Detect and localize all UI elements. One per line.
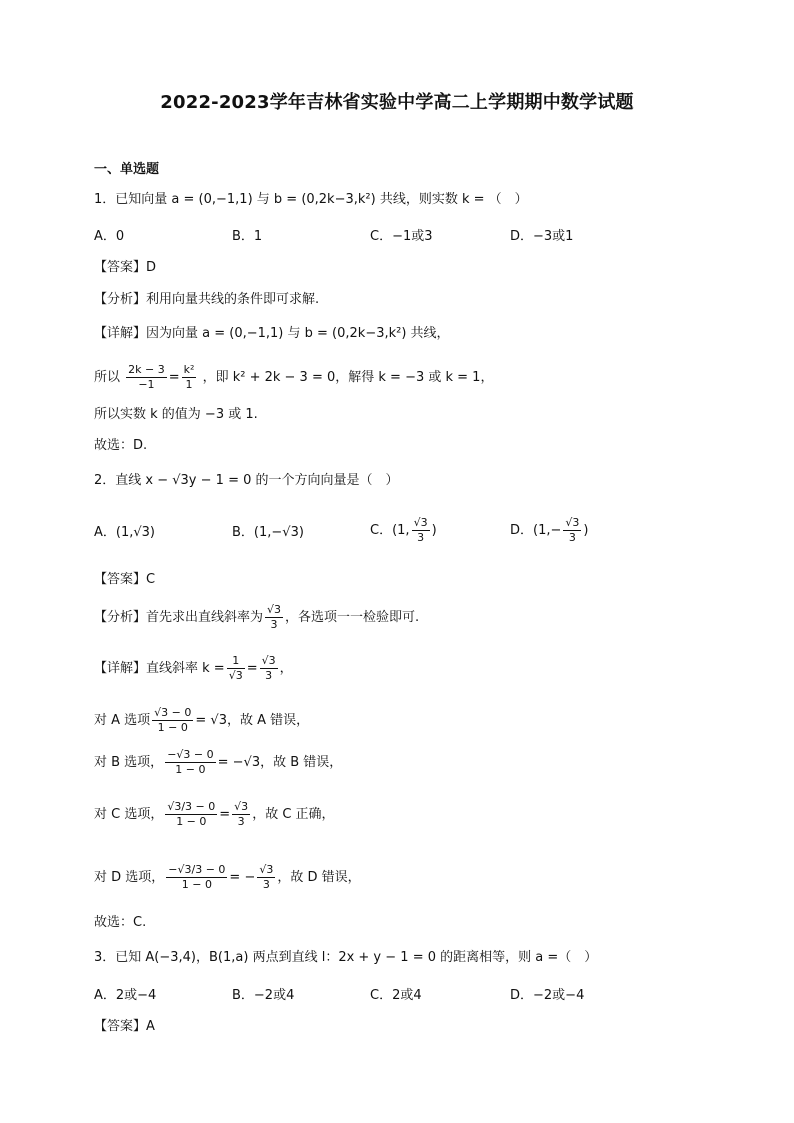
q3-option-c: C．2或4 (370, 988, 422, 1003)
q2-check-c-result-numerator: √3 (234, 800, 249, 813)
q2-analysis-suffix: ，各选项一一检验即可. (285, 610, 420, 625)
q2-check-b (94, 745, 342, 781)
q2-detail-fraction-1-denominator: √3 (228, 669, 243, 682)
q2-option-c-left: (1, (392, 523, 410, 538)
q1-conclusion: 故选：D. (94, 438, 148, 453)
q2-option-c-label: C． (370, 523, 393, 538)
q2-check-b-prefix: 对 B 选项， (94, 755, 164, 770)
q3-option-b: B．−2或4 (232, 988, 295, 1003)
q2-check-d-numerator: −√3/3 − 0 (168, 863, 226, 876)
q2-check-a-prefix: 对 A 选项 (94, 713, 151, 728)
q1-detail-3: 所以实数 k 的值为 −3 或 1. (94, 407, 258, 422)
q1-stem: 1．已知向量 a = (0,−1,1) 与 b = (0,2k−3,k²) 共线，则实数 k = （ ） (94, 192, 528, 207)
q2-option-a: A．(1,√3) (94, 525, 155, 540)
q2-check-c-denominator: 1 − 0 (176, 815, 207, 828)
q2-option-d-numerator: √3 (565, 516, 580, 529)
q2-analysis-numerator: √3 (267, 603, 282, 616)
q2-check-d-mid: = − (229, 870, 256, 885)
q2-check-d-result-denominator: 3 (262, 878, 270, 891)
q1-fraction-1-denominator: −1 (138, 378, 155, 391)
q3-option-a: A．2或−4 (94, 988, 157, 1003)
q1-analysis: 【分析】利用向量共线的条件即可求解. (94, 292, 320, 307)
q2-detail: 【详解】直线斜率 k = $\frac{1}{√3}$ = $\frac{√3}{3}$ ， (94, 654, 293, 682)
q1-option-b: B．1 (232, 229, 263, 244)
section-heading: 一、单选题 (94, 162, 160, 177)
q1-fraction-1-numerator: 2k − 3 (128, 363, 165, 376)
q2-check-a-numerator: √3 − 0 (154, 706, 192, 719)
q2-option-b: B．(1,−√3) (232, 525, 304, 540)
q1-option-a: A．0 (94, 229, 125, 244)
q2-check-b-numerator: −√3 − 0 (167, 748, 214, 761)
q2-answer: 【答案】C (94, 572, 156, 587)
q3-stem: 3．已知 A(−3,4)，B(1,a) 两点到直线 l：2x + y − 1 = 0 的距离相等，则 a =（ ） (94, 950, 598, 965)
q2-check-d (94, 858, 361, 898)
q1-fraction-2-denominator: 1 (185, 378, 193, 391)
q2-check-c-result-fraction (232, 800, 250, 829)
q2-detail-fraction-2-numerator: √3 (261, 654, 276, 667)
q1-fraction-2-numerator: k² (183, 363, 195, 376)
q2-check-d-result-fraction (257, 863, 275, 892)
q2-check-b-denominator: 1 − 0 (175, 763, 206, 776)
q2-stem: 2．直线 x − √3y − 1 = 0 的一个方向向量是（ ） (94, 473, 399, 488)
q2-check-a-fraction (152, 706, 193, 735)
q2-check-d-suffix: ，故 D 错误， (277, 870, 361, 885)
q1-fraction-2 (182, 363, 197, 392)
q1-detail-2-prefix: 所以 (94, 370, 121, 385)
q2-detail-prefix: 【详解】直线斜率 k = (94, 661, 225, 676)
q1-detail-2-suffix: ，即 k² + 2k − 3 = 0，解得 k = −3 或 k = 1， (202, 370, 494, 385)
q2-option-c-denominator: 3 (417, 531, 425, 544)
q1-detail-1: 【详解】因为向量 a = (0,−1,1) 与 b = (0,2k−3,k²) 共线， (94, 326, 450, 341)
q1-option-d: D．−3或1 (510, 229, 574, 244)
q2-detail-fraction-1 (227, 654, 245, 683)
q2-check-a (94, 703, 309, 739)
q2-detail-suffix: ， (279, 661, 293, 676)
q2-option-c (370, 513, 437, 549)
q2-check-d-prefix: 对 D 选项， (94, 870, 165, 885)
q1-answer: 【答案】D (94, 260, 157, 275)
q2-option-d-label: D． (510, 523, 534, 538)
q2-option-d-left: (1,− (533, 523, 562, 538)
q2-check-c-fraction (165, 800, 217, 829)
q1-option-c: C．−1或3 (370, 229, 433, 244)
q2-check-c-result-denominator: 3 (237, 815, 245, 828)
q2-analysis-fraction (265, 603, 283, 632)
q2-detail-fraction-2 (260, 654, 278, 683)
q2-check-d-denominator: 1 − 0 (181, 878, 212, 891)
q2-option-d-fraction (563, 516, 581, 545)
q1-fraction-1 (126, 363, 167, 392)
q2-option-c-fraction (412, 516, 430, 545)
q2-detail-fraction-2-denominator: 3 (265, 669, 273, 682)
q2-analysis-prefix: 【分析】首先求出直线斜率为 (94, 610, 264, 625)
q3-answer: 【答案】A (94, 1019, 155, 1034)
q2-check-b-suffix: = −√3，故 B 错误， (217, 755, 343, 770)
q2-analysis-denominator: 3 (270, 618, 278, 631)
q3-option-d: D．−2或−4 (510, 988, 585, 1003)
q2-option-d-denominator: 3 (568, 531, 576, 544)
q2-option-c-right: ) (431, 523, 437, 538)
document-title: 2022-2023学年吉林省实验中学高二上学期期中数学试题 (160, 92, 634, 113)
q2-check-a-denominator: 1 − 0 (157, 721, 188, 734)
q2-check-a-suffix: = √3，故 A 错误， (195, 713, 310, 728)
q1-detail-2: 所以 $\frac{2k - 3}{-1}$ = $\frac{\text{k²}}{1}$ ，即 k² + 2k − 3 = 0，解得 k = −3 或 k = 1， (94, 363, 494, 391)
q2-conclusion: 故选：C. (94, 915, 147, 930)
q2-check-c (94, 795, 335, 835)
q2-analysis (94, 600, 419, 636)
q2-check-c-suffix: ，故 C 正确， (252, 807, 335, 822)
q2-check-d-result-numerator: √3 (259, 863, 274, 876)
q2-check-d-fraction (166, 863, 227, 892)
q2-option-c-numerator: √3 (413, 516, 428, 529)
q2-option-d-right: ) (583, 523, 589, 538)
q2-check-c-numerator: √3/3 − 0 (167, 800, 216, 813)
q2-check-c-mid: = (219, 807, 231, 822)
q2-check-c-prefix: 对 C 选项， (94, 807, 164, 822)
q2-detail-fraction-1-numerator: 1 (227, 654, 245, 669)
q2-option-d (510, 513, 588, 549)
q2-check-b-fraction (165, 748, 215, 777)
